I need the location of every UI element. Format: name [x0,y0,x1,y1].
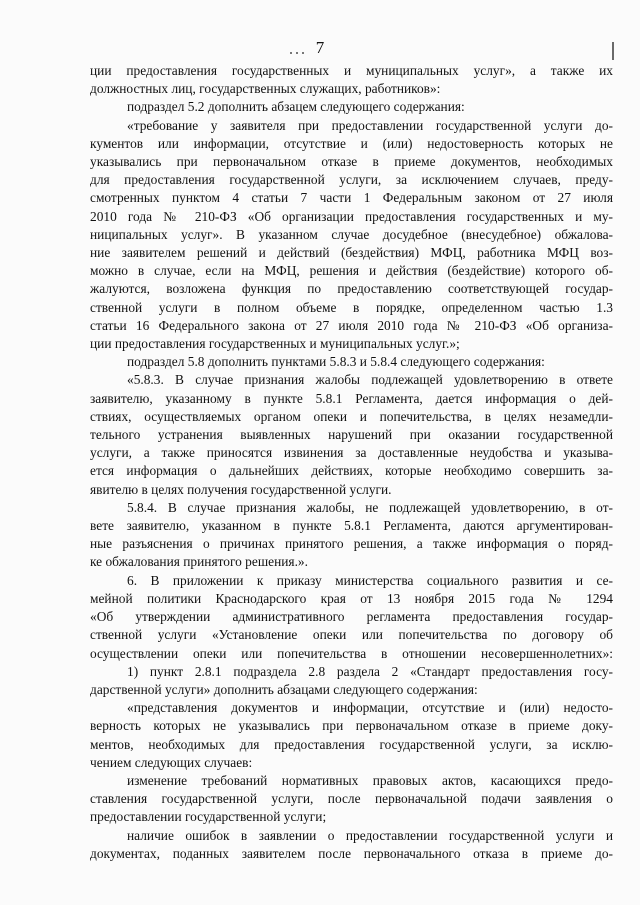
page-number: 7 [315,38,325,57]
text-line: осуществлении опеки или попечительства в отношении несовершеннолетних»: [90,645,613,661]
text-line: подраздел 5.2 дополнить абзацем следующего содержания: [127,99,465,115]
text-line: можно в случае, если на МФЦ, решения и действия (бездействие) которого об- [90,263,613,279]
text-line: ции предоставления государственных и муниципальных услуг», а также их [90,63,613,78]
text-line: мейной политики Краснодарского края от 13 ноября 2015 года № 1294 [90,590,613,606]
text-line: указывались при первоначальном отказе в приеме документов, необходимых [90,154,613,170]
text-line: ственной услуги «Установление опеки или попечительства по договору об [90,627,613,643]
text-line: ниципальных услуг». В указанном случае досудебное (внесудебное) обжалова- [90,226,613,242]
text-line: явителю в целях получения государственной услуги. [90,481,392,497]
text-line: заявителю, указанному в пункте 5.8.1 Регламента, дается информация о дей- [90,390,613,406]
text-line: вете заявителю, указанном в пункте 5.8.1 Регламента, даются аргументирован- [90,518,613,534]
text-line: «представления документов и информации, отсутствие и (или) недосто- [127,700,613,716]
text-line: изменение требований нормативных правовых актов, касающихся предо- [127,772,613,788]
text-line: 6. В приложении к приказу министерства социального развития и се- [127,572,613,588]
text-line: статьи 16 Федерального закона от 27 июля 2010 года № 210-ФЗ «Об организа- [90,317,613,333]
text-line: дарственной услуги» дополнить абзацами следующего содержания: [90,681,478,697]
text-line: ментов, необходимых для предоставления государственной услуги, за исклю- [90,736,613,752]
text-line: 1) пункт 2.8.1 подраздела 2.8 раздела 2 «Стандарт предоставления госу- [127,663,613,679]
text-line: ствиях, осуществляемых органом опеки и попечительства, в целях незамедли- [90,408,613,424]
text-line: жалуются, возложена функция по предоставлению соответствующей государ- [90,281,613,297]
scan-artifact [612,42,614,60]
text-line: ние заявителем решений и действий (бездействия) МФЦ, работника МФЦ воз- [90,245,613,261]
text-line: смотренных пунктом 4 статьи 7 части 1 Федеральным законом от 27 июля [90,190,613,206]
text-line: верность которых не указывались при первоначальном отказе в приеме доку- [90,718,613,734]
text-line: чением следующих случаев: [90,754,253,770]
text-line: тельного устранения выявленных нарушений при оказании государственной [90,427,613,443]
text-line: ственной услуги в полном объеме в порядке, определенном частью 1.3 [90,299,613,315]
text-line: ке обжалования принятого решения.». [90,554,308,570]
text-line: для предоставления государственной услуги, за исключением случаев, преду- [90,172,613,188]
text-line: ставления государственной услуги, после первоначальной подачи заявления о [90,791,613,807]
text-line: кументов или информации, отсутствие и (или) недостоверность которых не [90,135,613,151]
text-line: ции предоставления государственных и муниципальных услуг.»; [90,336,460,352]
text-line: документах, поданных заявителем после первоначального отказа в приеме до- [90,845,613,861]
text-line: «требование у заявителя при предоставлении государственной услуги до- [127,117,613,133]
text-line: должностных лиц, государственных служащих, работников»: [90,81,441,97]
text-line: ные разъяснения о причинах принятого решения, а также информация о поряд- [90,536,613,552]
document-body [90,62,613,863]
text-line: «Об утверждении административного регламента предоставления государ- [90,609,613,625]
text-line: «5.8.3. В случае признания жалобы подлежащей удовлетворению в ответе [127,372,613,388]
text-line: 2010 года № 210-ФЗ «Об организации предоставления государственных и му- [90,208,613,224]
text-line: ется информация о дальнейших действиях, которые необходимо совершить за- [90,463,613,479]
text-line: услуги, а также приносятся извинения за доставленные неудобства и указыва- [90,445,613,461]
text-line: предоставлении государственной услуги; [90,809,327,825]
text-line: 5.8.4. В случае признания жалобы, не подлежащей удовлетворению, в от- [127,499,613,515]
text-line: наличие ошибок в заявлении о предоставлении государственной услуги и [127,827,613,843]
text-line: подраздел 5.8 дополнить пунктами 5.8.3 и 5.8.4 следующего содержания: [127,354,545,370]
